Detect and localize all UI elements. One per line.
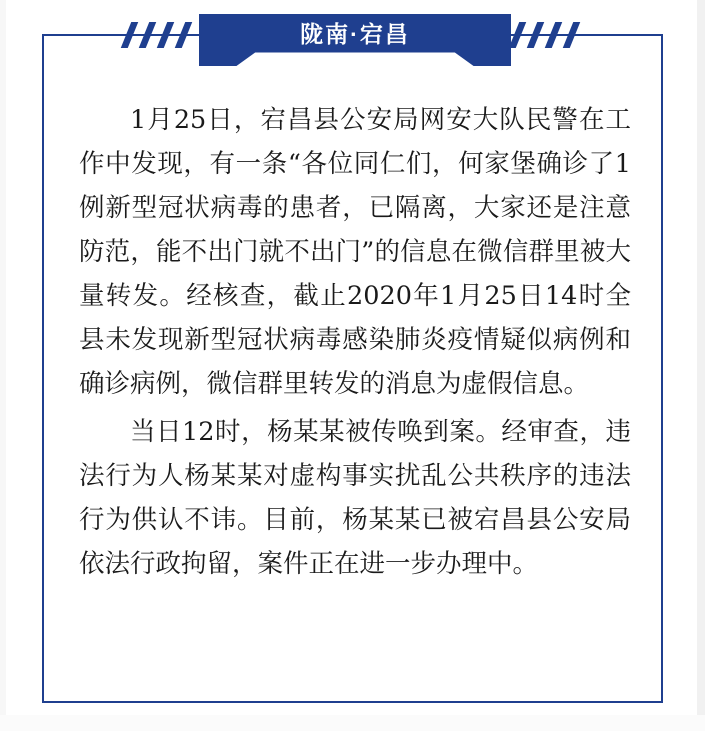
notice-card xyxy=(42,21,663,703)
right-stripes-decoration xyxy=(510,22,582,48)
right-page-edge xyxy=(697,0,705,731)
left-page-edge xyxy=(0,0,6,731)
header-banner xyxy=(44,14,665,84)
paragraph-2: 当日12时，杨某某被传唤到案。经审查，违法行为人杨某某对虚构事实扰乱公共秩序的违法行为供认不讳。目前，杨某某已被宕昌县公安局依法行政拘留，案件正在进一步办理中。 xyxy=(79,417,631,579)
document-body xyxy=(79,98,631,590)
document-title: 陇南·宕昌 xyxy=(300,21,410,47)
bottom-page-edge xyxy=(0,715,705,731)
left-stripes-decoration xyxy=(126,22,198,48)
paragraph-1: 1月25日，宕昌县公安局网安大队民警在工作中发现，有一条“各位同仁们，何家堡确诊了1例新型冠状病毒的患者，已隔离，大家还是注意防范，能不出门就不出门”的信息在微信群里被大量转发。经核查，截止2020年1月25日14时全县未发现新型冠状病毒感染肺炎疫情疑似病例和确诊病例，微信群里转发的消息为虚假信息。 xyxy=(79,105,631,399)
